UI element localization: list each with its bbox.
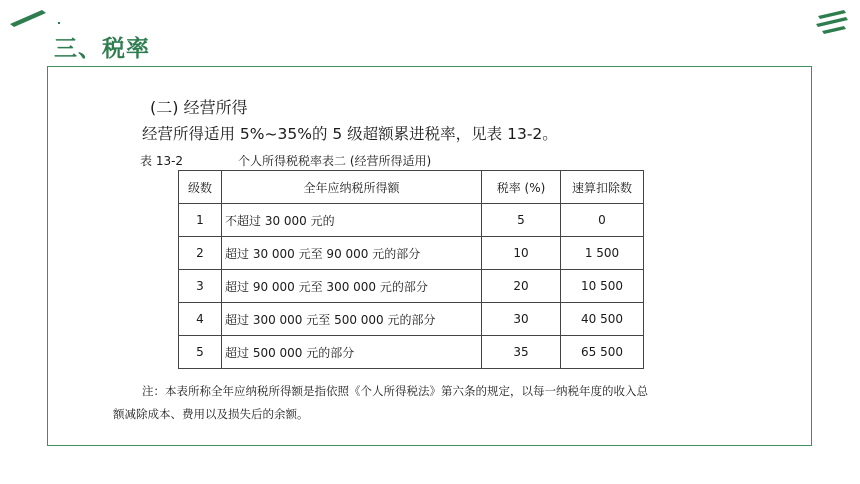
table-caption-number: 表 13-2 <box>140 154 184 168</box>
cell-level: 2 <box>179 237 222 270</box>
cell-income: 不超过 30 000 元的 <box>222 204 482 237</box>
cell-deduction: 0 <box>561 204 644 237</box>
cell-level: 3 <box>179 270 222 303</box>
cell-deduction: 65 500 <box>561 336 644 369</box>
table-row <box>179 336 644 369</box>
table-note-line-2: 额减除成本、费用以及损失后的余额。 <box>113 407 309 421</box>
cell-rate: 35 <box>482 336 561 369</box>
tax-rate-table <box>178 170 644 369</box>
corner-stripes-icon <box>8 6 48 28</box>
cell-level: 1 <box>179 204 222 237</box>
table-note-line-1: 注：本表所称全年应纳税所得额是指依照《个人所得税法》第六条的规定，以每一纳税年度的收入总 <box>142 384 648 398</box>
cell-level: 4 <box>179 303 222 336</box>
decor-dot <box>58 22 60 24</box>
cell-income: 超过 300 000 元至 500 000 元的部分 <box>222 303 482 336</box>
table-row <box>179 270 644 303</box>
table-row <box>179 204 644 237</box>
cell-deduction: 40 500 <box>561 303 644 336</box>
cell-rate: 20 <box>482 270 561 303</box>
table-caption-title: 个人所得税税率表二 (经营所得适用) <box>238 154 432 168</box>
cell-income: 超过 30 000 元至 90 000 元的部分 <box>222 237 482 270</box>
header-deduction: 速算扣除数 <box>561 171 644 204</box>
page-title: 三、税率 <box>54 36 150 62</box>
cell-income: 超过 90 000 元至 300 000 元的部分 <box>222 270 482 303</box>
cell-level: 5 <box>179 336 222 369</box>
header-income: 全年应纳税所得额 <box>222 171 482 204</box>
intro-text: 经营所得适用 5%~35%的 5 级超额累进税率，见表 13-2。 <box>142 125 558 143</box>
cell-rate: 30 <box>482 303 561 336</box>
table-row <box>179 237 644 270</box>
table-header-row <box>179 171 644 204</box>
section-subtitle: (二) 经营所得 <box>150 98 248 117</box>
cell-rate: 5 <box>482 204 561 237</box>
cell-rate: 10 <box>482 237 561 270</box>
table-row <box>179 303 644 336</box>
cell-deduction: 1 500 <box>561 237 644 270</box>
cell-deduction: 10 500 <box>561 270 644 303</box>
cell-income: 超过 500 000 元的部分 <box>222 336 482 369</box>
header-rate: 税率 (%) <box>482 171 561 204</box>
header-level: 级数 <box>179 171 222 204</box>
corner-stripes-icon <box>814 10 850 34</box>
